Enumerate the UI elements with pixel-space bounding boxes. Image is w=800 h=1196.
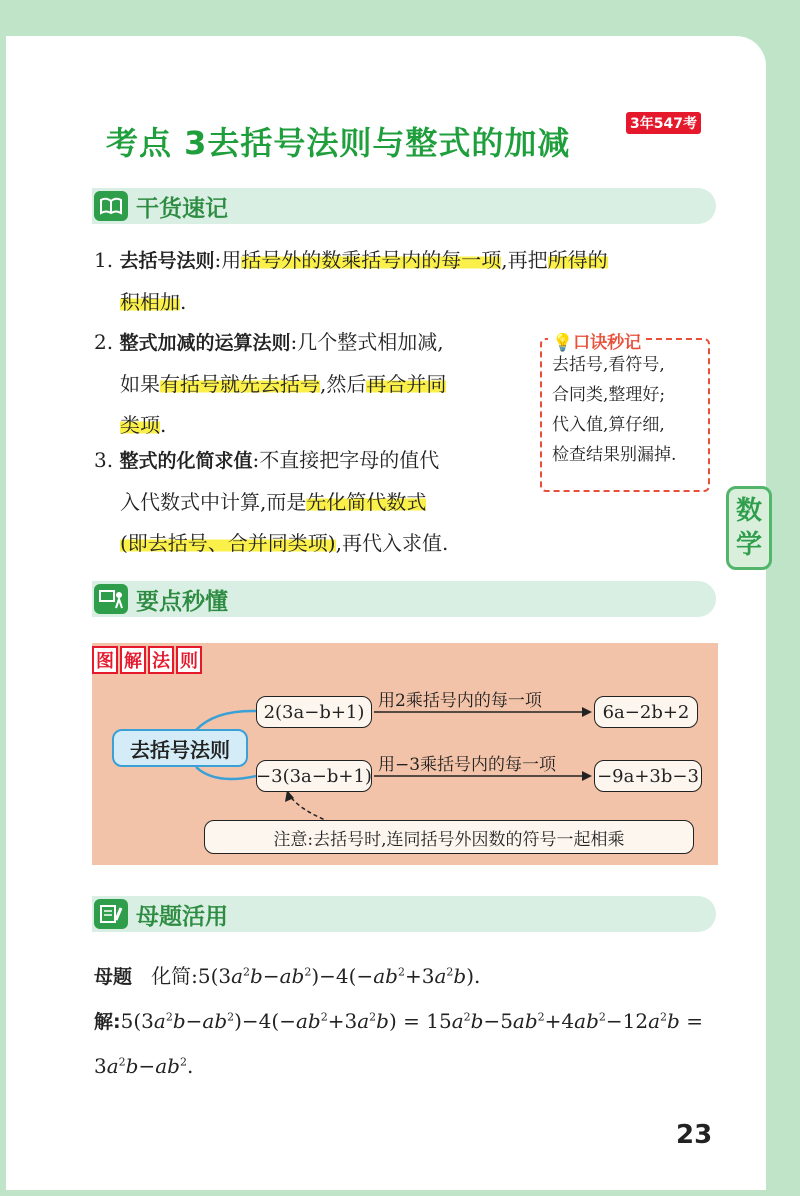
item-text: :不直接把字母的值代 — [252, 448, 440, 472]
mnemonic-line: 检查结果别漏掉. — [552, 445, 677, 465]
item-text: ,再把 — [501, 248, 548, 272]
highlight: 再合并同 — [366, 372, 447, 396]
item-heading: 整式加减的运算法则 — [119, 332, 291, 354]
mnemonic-line: 去括号,看符号, — [552, 355, 665, 375]
diagram-title-char: 解 — [120, 646, 146, 674]
item-heading: 去括号法则 — [119, 250, 215, 272]
lightbulb-icon: 💡 — [552, 333, 574, 353]
problem-line — [94, 954, 734, 999]
title-number: 考点 3 — [106, 124, 208, 162]
title-text: 去括号法则与整式的加减 — [207, 124, 571, 162]
problem-expression: $5(3a^2b-ab^2)-4(-ab^2+3a^2b)$. — [197, 964, 481, 988]
result-node-bottom: −9a+3b−3 — [594, 760, 702, 792]
result-node-top: 6a−2b+2 — [594, 696, 698, 728]
mnemonic-title: 口诀秒记 — [573, 333, 642, 353]
highlight: 类项 — [120, 413, 160, 437]
item-heading: 整式的化简求值 — [119, 450, 253, 472]
expr-node-top: 2(3a−b+1) — [256, 696, 372, 728]
item-number: 1. — [94, 248, 114, 272]
pencil-notebook-icon — [94, 899, 128, 929]
note-node: 注意:去括号时,连同括号外因数的符号一起相乘 — [204, 820, 694, 854]
highlight: 所得的 — [547, 248, 608, 272]
section-label: 要点秒懂 — [136, 588, 228, 615]
item-text: ,再代入求值. — [335, 531, 449, 555]
item-text: :用 — [214, 248, 242, 272]
solution-label: 解: — [94, 1011, 121, 1033]
highlight: 积相加 — [120, 290, 180, 314]
highlight: 先化简代数式 — [306, 490, 427, 514]
solution-result: $3a^2b-ab^2$. — [94, 1054, 194, 1078]
item-number: 3. — [94, 448, 114, 472]
highlight: (即去括号、合并同类项) — [120, 531, 336, 555]
solution-line — [94, 999, 734, 1044]
main-rule-node: 去括号法则 — [112, 729, 248, 767]
section-label: 母题活用 — [136, 903, 228, 930]
expr-node-bottom: −3(3a−b+1) — [256, 760, 372, 792]
problem-block — [94, 954, 734, 1088]
item-text: . — [160, 413, 167, 437]
subject-tab-char: 学 — [735, 530, 762, 560]
problem-prompt: 化简: — [151, 964, 198, 988]
highlight: 括号外的数乘括号内的每一项 — [241, 248, 502, 272]
section-header-practice — [92, 896, 716, 932]
problem-label: 母题 — [94, 966, 133, 988]
item-text: :几个整式相加减, — [290, 330, 444, 354]
arrow-label-top: 用2乘括号内的每一项 — [378, 691, 542, 711]
highlight: 有括号就先去括号 — [160, 372, 320, 396]
item-number: 2. — [94, 330, 114, 354]
arrow-label-bottom: 用−3乘括号内的每一项 — [378, 755, 557, 775]
diagram-title-char: 法 — [148, 646, 174, 674]
item-text: . — [180, 290, 187, 314]
item-text: 入代数式中计算,而是 — [120, 490, 307, 514]
page-number: 23 — [676, 1120, 713, 1150]
subject-tab-char: 数 — [735, 496, 762, 526]
solution-expression: $5(3a^2b-ab^2)-4(-ab^2+3a^2b) = 15a^2b-5ab^2+4ab^2-12a^2b$ = — [120, 1009, 703, 1033]
diagram-title-char: 图 — [92, 646, 118, 674]
item-text: ,然后 — [320, 372, 367, 396]
section-label: 干货速记 — [136, 195, 228, 222]
mnemonic-line: 合同类,整理好; — [552, 385, 666, 405]
mnemonic-line: 代入值,算仔细, — [552, 415, 665, 435]
diagram-title-char: 则 — [176, 646, 202, 674]
exam-count-badge: 3年547考 — [626, 112, 701, 134]
item-text: 如果 — [120, 372, 160, 396]
